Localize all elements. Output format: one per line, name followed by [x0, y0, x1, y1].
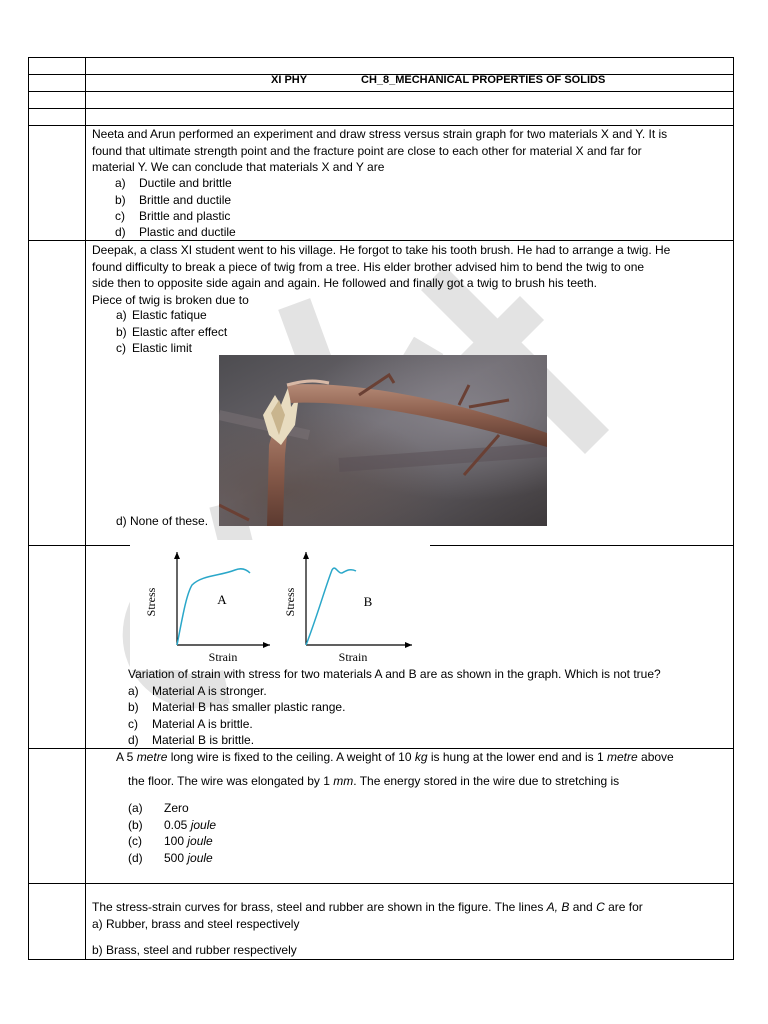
table-rule [85, 57, 86, 960]
option-key: b) [128, 700, 139, 714]
option-text: Ductile and brittle [139, 176, 232, 190]
x-axis-label-a: Strain [208, 650, 238, 664]
question-text: Deepak, a class XI student went to his village. He forgot to take his tooth brush. He had to arrange a twig. He [92, 243, 671, 257]
option-text: 0.05 joule [164, 817, 217, 832]
question-3-stem: Variation of strain with stress for two materials A and B are as shown in the graph. Which is not true? [128, 667, 661, 681]
option-key: a) [128, 683, 139, 698]
option-text: Plastic and ductile [139, 225, 236, 239]
option-text: Material B is brittle. [152, 732, 255, 747]
table-rule [28, 240, 734, 241]
table-rule [733, 57, 734, 960]
option-text: 500 joule [164, 850, 213, 865]
option-text: Brittle and plastic [139, 209, 231, 223]
y-axis-label-b: Stress [283, 587, 297, 617]
option-text: Material B has smaller plastic range. [152, 700, 346, 714]
unit-text: kg [414, 750, 428, 764]
question-text: A 5 [116, 750, 137, 764]
question-text: is hung at the lower end and is 1 [427, 750, 607, 764]
option-key: d) [128, 732, 139, 747]
unit-text: metre [607, 750, 638, 764]
table-rule [28, 91, 734, 92]
question-text: long wire is fixed to the ceiling. A weight of 10 [167, 750, 415, 764]
label-text: C [596, 900, 605, 914]
question-text: above [637, 750, 674, 764]
question-text: found that ultimate strength point and the fracture point are close to each other for material X and far for [92, 143, 642, 158]
option-key: c) [128, 716, 138, 731]
question-text: Piece of twig is broken due to [92, 292, 249, 307]
option-key: d) [116, 514, 127, 528]
label-text: A, B [546, 900, 570, 914]
table-rule [28, 57, 29, 960]
option-text: None of these. [130, 514, 209, 528]
option-text: Elastic fatique [132, 308, 207, 322]
option-key: c) [115, 209, 125, 223]
option-text: 100 joule [164, 834, 213, 848]
question-text: material Y. We can conclude that materials X and Y are [92, 160, 385, 174]
question-4-stem-line-2 [128, 773, 619, 790]
broken-twig-photo [219, 355, 547, 526]
question-text: are for [604, 900, 643, 914]
curve-label-b: B [363, 594, 373, 609]
question-text: Neeta and Arun performed an experiment and draw stress versus strain graph for two materials X and Y. It is [92, 127, 668, 141]
option-key: (d) [128, 850, 143, 865]
x-axis-label-b: Strain [338, 650, 368, 664]
question-text: . The energy stored in the wire due to stretching is [353, 774, 620, 788]
option-key: (b) [128, 817, 143, 832]
question-5-stem [92, 899, 643, 916]
option-text: Material A is stronger. [152, 683, 267, 698]
subject-label: XI PHY [271, 74, 308, 86]
table-rule [28, 57, 734, 58]
unit-text: mm [333, 774, 354, 788]
option-key: b) [116, 324, 127, 339]
option-key: b) [115, 192, 126, 207]
chapter-title: CH_8_MECHANICAL PROPERTIES OF SOLIDS [361, 74, 606, 86]
question-1-stem [92, 126, 722, 176]
option-key: (c) [128, 834, 142, 848]
question-4-stem-line-1 [116, 749, 674, 766]
stress-strain-graphs [130, 540, 430, 670]
option-text: b) Brass, steel and rubber respectively [92, 943, 297, 957]
option-text: Material A is brittle. [152, 716, 253, 731]
option-text: Brittle and ductile [139, 192, 232, 207]
question-text: side then to opposite side again and again. He followed and finally got a twig to brush his teeth. [92, 276, 598, 290]
question-text: The stress-strain curves for brass, steel and rubber are shown in the figure. The lines [92, 900, 547, 914]
option-text: Elastic after effect [132, 324, 228, 339]
option-text: Elastic limit [132, 341, 193, 355]
option-key: a) [116, 308, 127, 322]
question-text: and [569, 900, 597, 914]
option-text: Zero [164, 801, 189, 815]
question-text: the floor. The wire was elongated by 1 [128, 774, 334, 788]
option-key: c) [116, 341, 126, 355]
table-rule [28, 108, 734, 109]
curve-label-a: A [217, 592, 227, 607]
option-key: (a) [128, 801, 143, 815]
option-key: a) [115, 176, 126, 190]
table-rule [28, 883, 734, 884]
option-text: a) Rubber, brass and steel respectively [92, 916, 300, 931]
unit-text: metre [136, 750, 168, 764]
question-2-stem [92, 242, 722, 308]
y-axis-label-a: Stress [144, 587, 158, 617]
table-rule [28, 959, 734, 960]
question-text: found difficulty to break a piece of twig from a tree. His elder brother advised him to bend the twig to one [92, 259, 645, 274]
option-key: d) [115, 225, 126, 239]
